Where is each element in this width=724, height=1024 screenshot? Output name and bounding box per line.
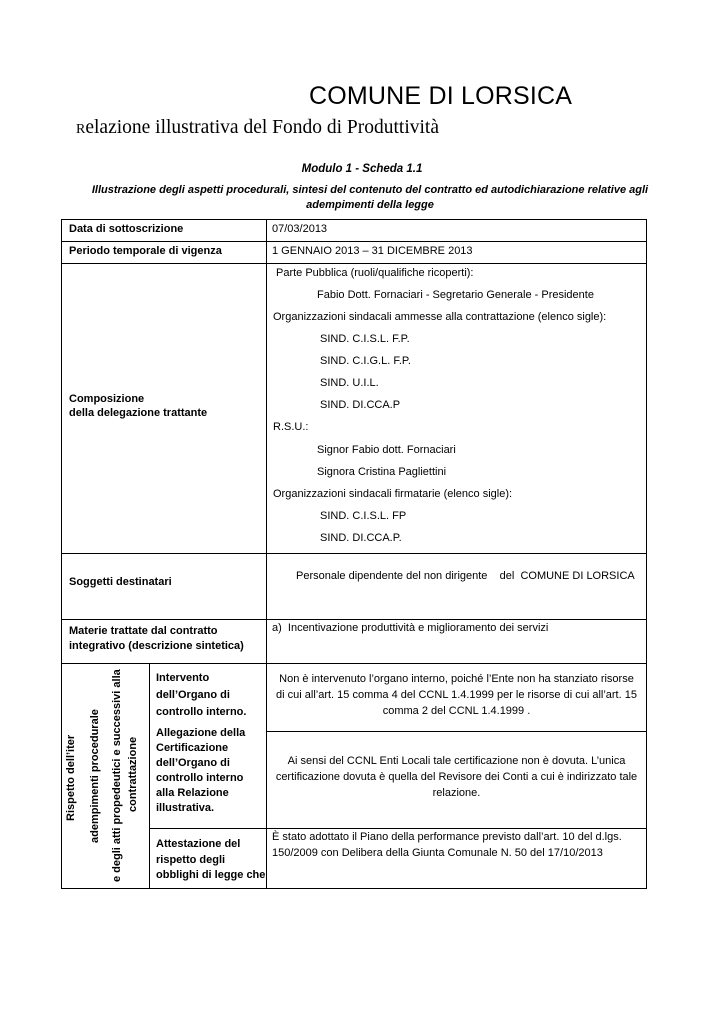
periodo-label: Periodo temporale di vigenza: [69, 245, 222, 257]
attestazione-value: 150/2009 con Delibera della Giunta Comunale N. 50 del 17/10/2013: [272, 847, 603, 859]
composizione-line: Parte Pubblica (ruoli/qualifiche ricoperti):: [276, 267, 474, 279]
soggetti-label: Soggetti destinatari: [69, 576, 172, 588]
intro-text: [80, 183, 660, 213]
page-subtitle: [76, 117, 439, 139]
composizione-line: SIND. C.I.S.L. FP: [320, 510, 407, 522]
composizione-line: Organizzazioni sindacali ammesse alla contrattazione (elenco sigle):: [273, 311, 607, 323]
allegazione-value: certificazione dovuta è quella del Revisore dei Conti a cui è indirizzato tale: [275, 771, 638, 783]
rispetto-vertical-4: contrattazione: [127, 736, 139, 812]
attestazione-value: È stato adottato il Piano della performance previsto dall’art. 10 del d.lgs.: [272, 831, 622, 843]
allegazione-label: dell’Organo di: [156, 757, 230, 769]
data-value: 07/03/2013: [272, 223, 328, 235]
subtitle-rest: elazione illustrativa del Fondo di Produttività: [85, 117, 439, 138]
materie-label-1: Materie trattate dal contratto: [69, 625, 218, 637]
composizione-line: Signora Cristina Pagliettini: [317, 466, 447, 478]
composizione-line: Fabio Dott. Fornaciari - Segretario Generale - Presidente: [317, 289, 594, 301]
subtitle-initial: R: [76, 122, 86, 137]
intervento-value: comma 2 del CCNL 1.4.1999 .: [382, 705, 531, 717]
composizione-line: Organizzazioni sindacali firmatarie (elenco sigle):: [273, 488, 513, 500]
page-title: COMUNE DI LORSICA: [309, 82, 573, 110]
allegazione-value: Ai sensi del CCNL Enti Locali tale certificazione non è dovuta. L’unica: [287, 755, 626, 767]
rispetto-vertical-1: Rispetto dell’iter: [65, 734, 77, 821]
allegazione-label: Allegazione della: [156, 727, 246, 739]
attestazione-label: obblighi di legge che: [156, 869, 266, 881]
rispetto-vertical-3: e degli atti propedeutici e successivi alla: [111, 669, 123, 882]
intro-line-2: adempimenti della legge: [306, 199, 434, 211]
composizione-line: SIND. C.I.G.L. F.P.: [320, 355, 411, 367]
intervento-value: Non è intervenuto l’organo interno, poiché l’Ente non ha stanziato risorse: [279, 673, 634, 685]
periodo-value: 1 GENNAIO 2013 – 31 DICEMBRE 2013: [272, 245, 473, 257]
rispetto-vertical-2: adempimenti procedurale: [89, 709, 101, 843]
allegazione-label: alla Relazione: [156, 787, 229, 799]
soggetti-value: Personale dipendente del non dirigente del COMUNE DI LORSICA: [296, 570, 635, 582]
allegazione-value: relazione.: [432, 787, 481, 799]
composizione-line: SIND. U.I.L.: [320, 377, 379, 389]
composizione-label-2: della delegazione trattante: [69, 407, 208, 419]
composizione-label-1: Composizione: [69, 393, 145, 405]
composizione-line: Signor Fabio dott. Fornaciari: [317, 444, 456, 456]
allegazione-label: controllo interno: [156, 772, 244, 784]
intervento-label: dell’Organo di: [156, 689, 230, 701]
composizione-line: SIND. C.I.S.L. F.P.: [320, 333, 410, 345]
materie-value: a) Incentivazione produttività e miglioramento dei servizi: [272, 622, 549, 634]
intervento-value: di cui all’art. 15 comma 4 del CCNL 1.4.1999 per le risorse di cui all’art. 15: [276, 689, 637, 701]
intro-line-1: Illustrazione degli aspetti procedurali, sintesi del contenuto del contratto ed autodichiarazione relative agli: [91, 184, 649, 196]
allegazione-label: illustrativa.: [156, 802, 215, 814]
intervento-label: controllo interno.: [156, 706, 247, 718]
composizione-line: R.S.U.:: [273, 421, 309, 433]
attestazione-label: Attestazione del: [156, 838, 241, 850]
materie-label-2: integrativo (descrizione sintetica): [69, 640, 244, 652]
allegazione-label: Certificazione: [156, 742, 229, 754]
composizione-line: SIND. DI.CCA.P.: [320, 532, 402, 544]
composizione-line: SIND. DI.CCA.P: [320, 399, 401, 411]
data-label: Data di sottoscrizione: [69, 223, 184, 235]
intervento-label: Intervento: [156, 672, 210, 684]
modulo-label: Modulo 1 - Scheda 1.1: [301, 163, 423, 175]
attestazione-label: rispetto degli: [156, 854, 226, 866]
